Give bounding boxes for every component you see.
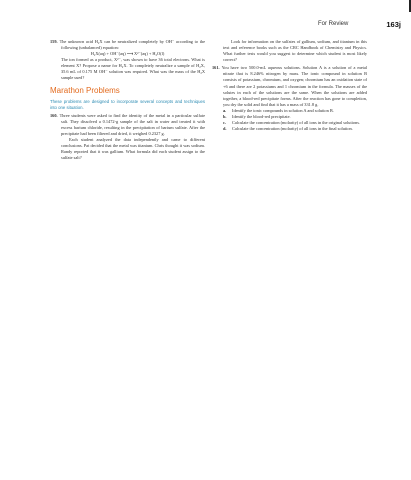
problem-161-para1: You have two 500.0-mL aqueous solutions. Solution A is a solution of a metal nitrate that is 8.246% nitrogen by mass. The ionic compound in solution B consists of potassium, chromium, and oxygen; chromium has an oxidation state of +6 and there are 2 potassiums and 1 chromium in the formula. The masses of the solutes in each of the solutions are the same. When the solutions are added together, a blood-red precipitate forms. After the reaction has gone to completion, you dry the solid and find that it has a mass of 331.8 g. xyxy=(221,65,367,107)
part-text: Calculate the concentration (molarity) of all ions in the original solutions. xyxy=(232,120,360,126)
left-column xyxy=(50,39,205,161)
part-label: c. xyxy=(223,120,227,126)
problem-161 xyxy=(212,65,367,108)
marathon-problems-heading: Marathon Problems xyxy=(50,85,120,95)
problem-159-body: The ion formed as a product, X²⁻, was shown to have 36 total electrons. What is element X? Propose a name for H₂X. To completely neutralize a sample of H₂X, 35.6 mL of 0.175 M OH⁻ solution was required. What was the mass of the H₂X sample used? xyxy=(61,57,205,81)
page-header xyxy=(318,20,403,30)
problem-160-para1: Three students were asked to find the identity of the metal in a particular sulfate salt. They dissolved a 0.1472-g sample of the salt in water and treated it with excess barium chloride, resulting in the precipitation of barium sulfate. After the precipitate had been filtered and dried, it weighed 0.2327 g. xyxy=(59,112,205,136)
section-title: For Review xyxy=(318,21,349,27)
right-column xyxy=(212,39,367,132)
part-text: Identify the blood-red precipitate. xyxy=(232,113,291,119)
marathon-intro-text: These problems are designed to incorporate several concepts and techniques into one situation. xyxy=(50,98,205,110)
chemical-equation: H₂X(aq) + OH⁻(aq) ⟶ X²⁻(aq) + H₂O(l) xyxy=(90,51,165,57)
problem-160 xyxy=(50,113,205,137)
page-number: 163j xyxy=(386,20,401,29)
part-label: a. xyxy=(223,107,227,113)
part-label: d. xyxy=(223,126,227,132)
problem-160-para2: Each student analyzed the data independently and came to different conclusions. Pat decided that the metal was titanium. Chris thought it was sodium. Randy reported that it was gallium. What formula did each student assign to the sulfate salt? xyxy=(61,136,205,161)
part-text: Identify the ionic compounds in solution A and solution B. xyxy=(232,107,334,113)
part-label: b. xyxy=(223,113,227,119)
problem-number: 161. xyxy=(212,65,220,71)
problem-number: 160. xyxy=(50,112,58,118)
problem-159 xyxy=(50,39,205,51)
problem-161-parts xyxy=(212,108,367,132)
problem-number: 159. xyxy=(50,39,58,44)
part-text: Calculate the concentration (molarity) of all ions in the final solution. xyxy=(232,126,353,132)
problem-160-continued: Look for information on the sulfates of gallium, sodium, and titanium in this text and reference books such as the CRC Handbook of Chemistry and Physics. What further tests would you suggest to determine which student is most likely correct? xyxy=(223,39,367,63)
problem-159-intro: The unknown acid H₂X can be neutralized completely by OH⁻ according to the following (unbalanced) equation: xyxy=(59,39,205,51)
list-item xyxy=(223,126,367,132)
